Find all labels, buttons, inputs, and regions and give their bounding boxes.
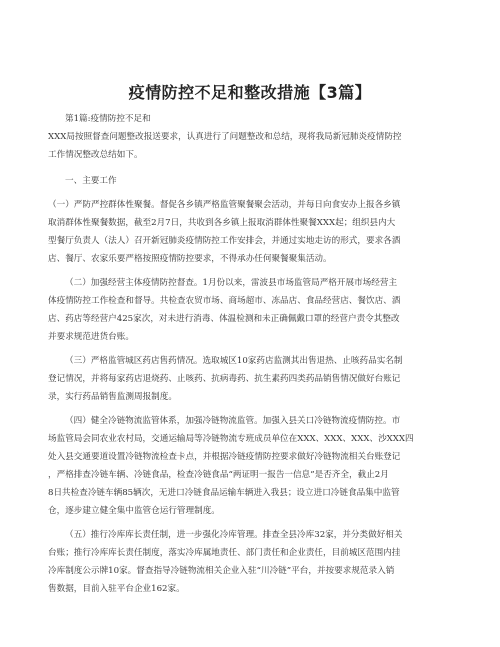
section-heading: 一、主要工作 — [65, 176, 117, 186]
paragraph-line: 售数据，目前入驻平台企业162家。 — [48, 584, 185, 594]
paragraph-1 — [48, 196, 452, 268]
paragraph-line: （一）严防严控群体性聚餐。督促各乡镇严格监管聚餐聚会活动，并每日向食安办上报各乡镇 — [48, 200, 401, 210]
paragraph-line: 并要求规范进货台账。 — [48, 332, 134, 342]
document-title: 疫情防控不足和整改措施【3篇】 — [128, 83, 372, 102]
paragraph-line: （五）推行冷库库长责任制，进一步强化冷库管理。排查全县冷库32家，并分类做好相关 — [65, 530, 403, 540]
paragraph-line: 8日共检查冷链车辆85辆次，无进口冷链食品运输车辆进入我县；设立进口冷链食品集中监管 — [48, 488, 400, 498]
paragraph-line: 录，实行药品销售监测周报制度。 — [48, 392, 177, 402]
intro-line: 工作情况整改总结如下。 — [48, 150, 143, 160]
paragraph-line: 型餐厅负责人（法人）召开新冠肺炎疫情防控工作安排会，并通过实地走访的形式，要求各酒 — [48, 236, 401, 246]
paragraph-line: 店、药店等经营户425家次，对未进行消毒、体温检测和未正确佩戴口罩的经营户责令其整改 — [48, 314, 400, 324]
paragraph-line: （二）加强经营主体疫情防控督查。1月份以来，雷波县市场监管局严格开展市场经营主 — [65, 278, 398, 288]
paragraph-line: 冷库制度公示牌10家。督查指导冷链物流相关企业入驻“川冷链”平台，并按要求规范录入销 — [48, 566, 395, 576]
paragraph-5 — [48, 526, 452, 598]
paragraph-line: （三）严格监管城区药店售药情况。选取城区10家药店监测其出售退热、止咳药品实名制 — [65, 356, 403, 366]
document-body — [48, 110, 452, 598]
paragraph-line: 处入县交通要道设置冷链物流检查卡点，并根据冷链疫情防控要求做好冷链物流相关台账登记 — [48, 452, 401, 462]
intro-line: XXX局按照督查问题整改报送要求，认真进行了问题整改和总结，现将我局新冠肺炎疫情防控 — [48, 132, 402, 142]
intro-line: 第1篇:疫情防控不足和 — [65, 114, 151, 124]
paragraph-line: 体疫情防控工作检查和督导。共检查农贸市场、商场超市、冻品店、食品经营店、餐饮店、酒 — [48, 296, 401, 306]
paragraph-line: 仓，逐步建立健全集中监管仓运行管理制度。 — [48, 506, 220, 516]
paragraph-3 — [48, 352, 452, 406]
paragraph-line: 取消群体性聚餐数据，截至2月7日，共收到各乡镇上报取消群体性聚餐XXX起；组织县内大 — [48, 218, 396, 228]
paragraph-line: 登记情况，并将每家药店退烧药、止咳药、抗病毒药、抗生素药四类药品销售情况做好台账记 — [48, 374, 401, 384]
paragraph-2 — [48, 274, 452, 346]
paragraph-line: 店、餐厅、农家乐要严格按照疫情防控要求，不得承办任何聚餐聚集活动。 — [48, 254, 332, 264]
paragraph-line: 台账；推行冷库库长责任制度，落实冷库属地责任、部门责任和企业责任，目前城区范围内挂 — [48, 548, 401, 558]
paragraph-line: ，严格排查冷链车辆、冷链食品，检查冷链食品“两证明一报告一信息”是否齐全，截止2月 — [48, 470, 389, 480]
paragraph-4 — [48, 412, 452, 520]
paragraph-line: （四）健全冷链物流监管体系，加强冷链物流监管。加强入县关口冷链物流疫情防控。市 — [65, 416, 401, 426]
paragraph-line: 场监管局会同农业农村局，交通运输局等冷链物流专班成员单位在XXX、XXX、XXX、沙XXX四 — [48, 434, 414, 444]
